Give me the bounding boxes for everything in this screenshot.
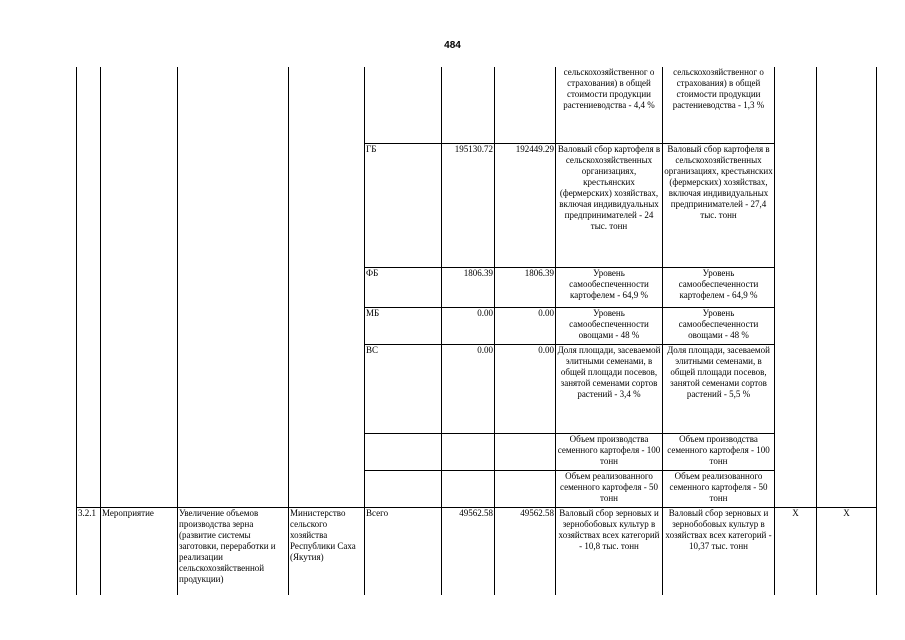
mark2-cell xyxy=(817,67,877,507)
event-executor: Министерство сельского хозяйства Республики Саха (Якутия) xyxy=(289,507,365,595)
source-cell xyxy=(365,470,442,507)
event-row xyxy=(77,507,877,595)
indicator1-cell: сельскохозяйственног о страхования) в общей стоимости продукции растениеводства - 4,4 % xyxy=(556,67,663,143)
value2-cell: 192449.29 xyxy=(495,143,556,267)
value2-cell xyxy=(495,470,556,507)
indicator2-cell: Объем реализованного семенного картофеля - 50 тонн xyxy=(663,470,775,507)
event-name: Увеличение объемов производства зерна (развитие системы заготовки, переработки и реализации сельскохозяйственной продукции) xyxy=(178,507,289,595)
event-code: 3.2.1 xyxy=(77,507,101,595)
indicator1-cell: Уровень самообеспеченности овощами - 48 % xyxy=(556,307,663,344)
source-cell: ГБ xyxy=(365,143,442,267)
executor-cell xyxy=(289,67,365,507)
indicator1-cell: Уровень самообеспеченности картофелем - 64,9 % xyxy=(556,267,663,307)
type-cell xyxy=(101,67,178,507)
value1-cell: 0.00 xyxy=(442,307,495,344)
indicator2-cell: Уровень самообеспеченности овощами - 48 % xyxy=(663,307,775,344)
value2-cell: 0.00 xyxy=(495,344,556,433)
indicator1-cell: Доля площади, засеваемой элитными семенами, в общей площади посевов, занятой семенами сортов растений - 3,4 % xyxy=(556,344,663,433)
indicator2-cell: сельскохозяйственног о страхования) в общей стоимости продукции растениеводства - 1,3 % xyxy=(663,67,775,143)
value1-cell xyxy=(442,470,495,507)
value1-cell: 1806.39 xyxy=(442,267,495,307)
event-value2: 49562.58 xyxy=(495,507,556,595)
value2-cell: 1806.39 xyxy=(495,267,556,307)
event-source: Всего xyxy=(365,507,442,595)
event-type: Мероприятие xyxy=(101,507,178,595)
event-mark2: Х xyxy=(817,507,877,595)
indicator2-cell: Валовый сбор картофеля в сельскохозяйственных организациях, крестьянских (фермерских) хозяйствах, включая индивидуальных предпринимателей - 27,4 тыс. тонн xyxy=(663,143,775,267)
indicator2-cell: Объем производства семенного картофеля - 100 тонн xyxy=(663,433,775,470)
value2-cell xyxy=(495,433,556,470)
value1-cell xyxy=(442,433,495,470)
name-cell xyxy=(178,67,289,507)
source-cell: ФБ xyxy=(365,267,442,307)
event-indicator1: Валовый сбор зерновых и зернобобовых культур в хозяйствах всех категорий - 10,8 тыс. тонн xyxy=(556,507,663,595)
code-cell xyxy=(77,67,101,507)
indicator1-cell: Объем реализованного семенного картофеля - 50 тонн xyxy=(556,470,663,507)
program-table xyxy=(76,67,877,595)
mark1-cell xyxy=(775,67,817,507)
indicator2-cell: Уровень самообеспеченности картофелем - 64,9 % xyxy=(663,267,775,307)
value2-cell xyxy=(495,67,556,143)
page-number: 484 xyxy=(444,40,461,51)
value1-cell xyxy=(442,67,495,143)
source-cell: МБ xyxy=(365,307,442,344)
event-mark1: Х xyxy=(775,507,817,595)
indicator2-cell: Доля площади, засеваемой элитными семенами, в общей площади посевов, занятой семенами сортов растений - 5,5 % xyxy=(663,344,775,433)
indicator1-cell: Объем производства семенного картофеля - 100 тонн xyxy=(556,433,663,470)
source-cell: ВС xyxy=(365,344,442,433)
event-value1: 49562.58 xyxy=(442,507,495,595)
table-row xyxy=(77,67,877,143)
event-indicator2: Валовый сбор зерновых и зернобобовых культур в хозяйствах всех категорий - 10,37 тыс. тонн xyxy=(663,507,775,595)
source-cell xyxy=(365,67,442,143)
value1-cell: 195130.72 xyxy=(442,143,495,267)
indicator1-cell: Валовый сбор картофеля в сельскохозяйственных организациях, крестьянских (фермерских) хозяйствах, включая индивидуальных предпринимателей - 24 тыс. тонн xyxy=(556,143,663,267)
value2-cell: 0.00 xyxy=(495,307,556,344)
source-cell xyxy=(365,433,442,470)
value1-cell: 0.00 xyxy=(442,344,495,433)
